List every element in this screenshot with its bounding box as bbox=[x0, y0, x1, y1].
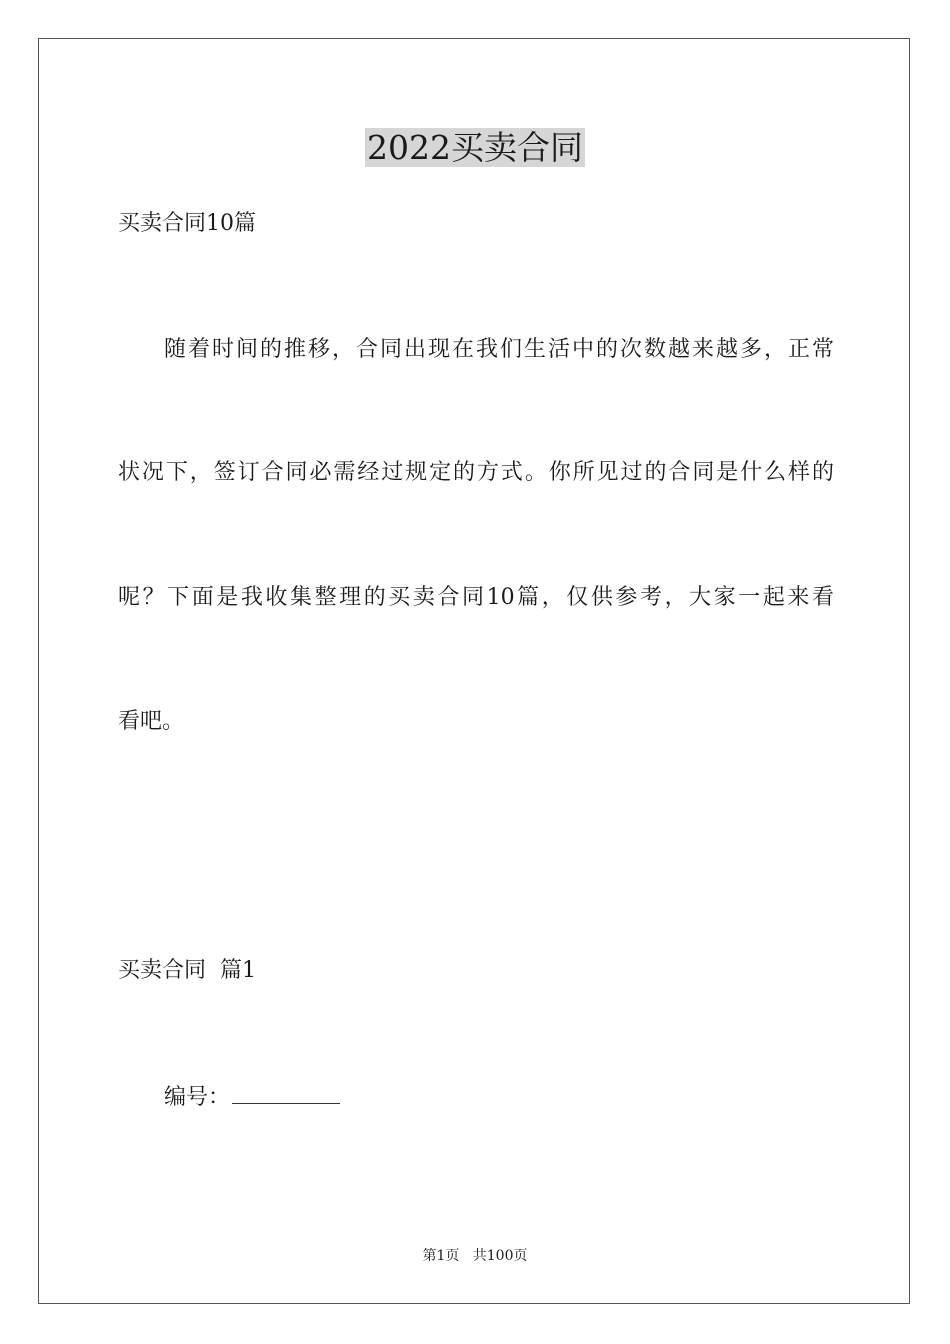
page-footer: 第1页 共100页 bbox=[422, 1248, 528, 1264]
contract-number-blank[interactable] bbox=[232, 1081, 340, 1104]
document-title bbox=[0, 126, 950, 170]
document-title-text: 2022买卖合同 bbox=[367, 128, 583, 167]
intro-paragraph-line-4: 看吧。 bbox=[118, 709, 185, 734]
section-heading: 买卖合同 篇1 bbox=[118, 958, 256, 983]
document-subtitle: 买卖合同10篇 bbox=[118, 211, 256, 236]
contract-number-row bbox=[164, 1081, 834, 1113]
contract-number-label: 编号： bbox=[164, 1085, 231, 1110]
intro-paragraph-line-1: 随着时间的推移，合同出现在我们生活中的次数越来越多，正常 bbox=[164, 337, 834, 362]
intro-paragraph-line-3: 呢？下面是我收集整理的买卖合同10篇，仅供参考，大家一起来看 bbox=[118, 585, 834, 610]
intro-paragraph-line-2: 状况下，签订合同必需经过规定的方式。你所见过的合同是什么样的 bbox=[118, 460, 834, 485]
